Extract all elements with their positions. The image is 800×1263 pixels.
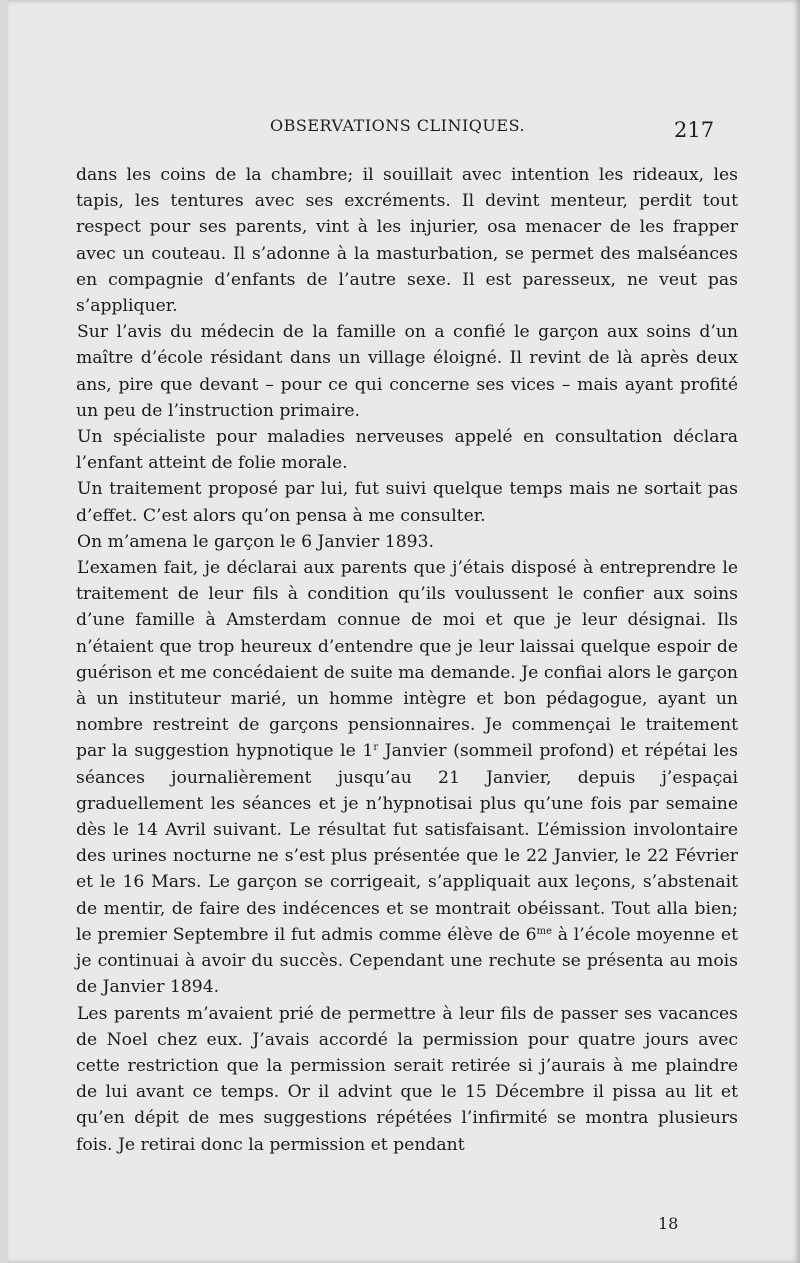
superscript: me (536, 925, 552, 937)
body-text (76, 162, 738, 1158)
paragraph (76, 555, 738, 1000)
paragraph: On m’amena le garçon le 6 Janvier 1893. (77, 531, 434, 552)
paragraph: dans les coins de la chambre; il souillait avec intention les rideaux, les tapis, les tentures avec ses excréments. Il devint menteur, perdit tout respect pour ses parents, vint à les injurier, osa menacer de les frapper avec un couteau. Il s’adonne à la masturbation, se permet des malséances en compagnie d’enfants de l’autre sexe. Il est paresseux, ne veut pas s’appliquer. (76, 165, 738, 317)
running-title: OBSERVATIONS CLINIQUES. (270, 116, 526, 135)
page-header (0, 116, 800, 148)
paragraph: Un spécialiste pour maladies nerveuses appelé en consultation déclara l’enfant atteint de folie morale. (76, 427, 738, 474)
paragraph-part: Janvier (sommeil profond) et répétai les séances journalièrement jusqu’au 21 Janvier, depuis j’espaçai graduellement les séances et je n’hypnotisai plus qu’une fois par semaine dès le 14 Avril suivant. Le résultat fut satisfaisant. L’émission involontaire des urines nocturne ne s’est plus présentée que le 22 Janvier, le 22 Février et le 16 Mars. Le garçon se corrigeait, s’appliquait aux leçons, s’abstenait de mentir, de faire des indécences et se montrait obéissant. Tout alla bien; le premier Septembre il fut admis comme élève de 6 (76, 741, 738, 945)
signature-mark: 18 (658, 1214, 679, 1233)
superscript: r (373, 742, 379, 754)
page-number: 217 (674, 118, 715, 142)
paragraph-part: L’examen fait, je déclarai aux parents que j’étais disposé à entreprendre le traitement de leur fils à condition qu’ils voulussent le confier aux soins d’une famille à Amsterdam connue de moi et que je leur désignai. Ils n’étaient que trop heureux d’entendre que je leur laissai quelque espoir de guérison et me concédaient de suite ma demande. Je confiai alors le garçon à un instituteur marié, un homme intègre et bon pédagogue, ayant un nombre restreint de garçons pensionnaires. Je commençai le traitement par la suggestion hypnotique le 1 (76, 558, 738, 762)
paragraph-part: à l’école moyenne et je continuai à avoir du succès. Cependant une rechute se présenta au mois de Janvier 1894. (76, 924, 738, 998)
paragraph: Les parents m’avaient prié de permettre à leur fils de passer ses vacances de Noel chez eux. J’avais accordé la permission pour quatre jours avec cette restriction que la permission serait retirée si j’aurais à me plaindre de lui avant ce temps. Or il advint que le 15 Décembre il pissa au lit et qu’en dépit de mes suggestions répétées l’infirmité se montra plusieurs fois. Je retirai donc la permission et pendant (76, 1003, 738, 1155)
paragraph: Un traitement proposé par lui, fut suivi quelque temps mais ne sortait pas d’effet. C’est alors qu’on pensa à me consulter. (76, 479, 738, 526)
paragraph: Sur l’avis du médecin de la famille on a confié le garçon aux soins d’un maître d’école résidant dans un village éloigné. Il revint de là après deux ans, pire que devant – pour ce qui concerne ses vices – mais ayant profité un peu de l’instruction primaire. (76, 322, 738, 421)
